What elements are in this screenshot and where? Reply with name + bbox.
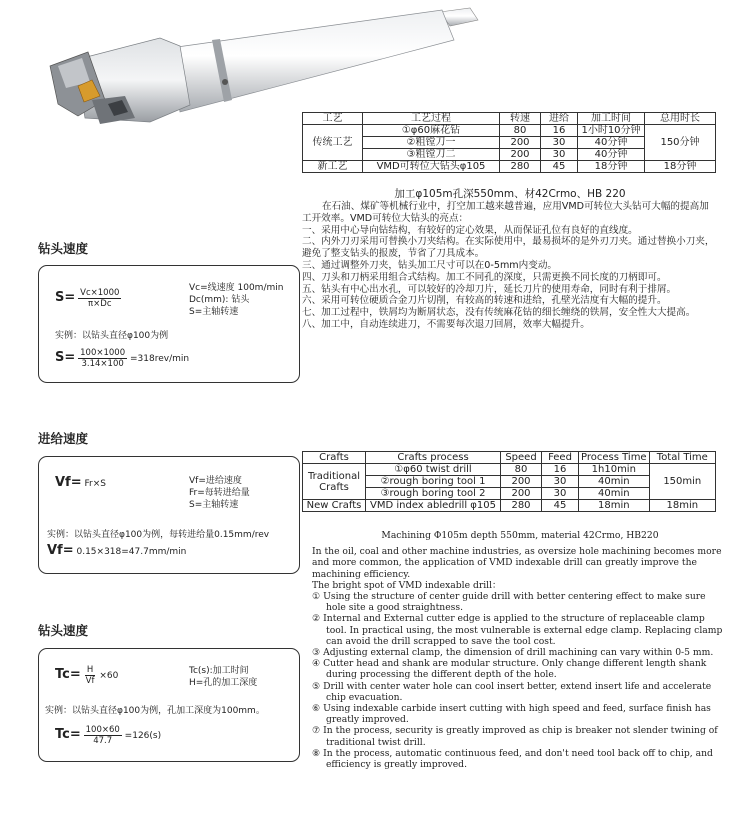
header-cell: 总用时长 (645, 113, 716, 125)
formula-lhs: S= (55, 350, 76, 365)
feed-speed-example-formula (47, 543, 186, 558)
cell: ③rough boring tool 2 (366, 488, 501, 500)
en-point: ⑤ Drill with center water hole can cool insert better, extend insert life and accelerate chip evacuation. (312, 680, 712, 703)
cn-heading: 加工φ105m孔深550mm、材42Crmo、HB 220 (394, 188, 626, 200)
cell: 200 (500, 137, 541, 149)
cell: 200 (500, 149, 541, 161)
header-cell: Feed (542, 452, 579, 464)
cell: 18min (579, 500, 650, 512)
feed-speed-definitions (189, 475, 250, 511)
cell: ①φ60麻花钻 (363, 125, 500, 137)
header-cell: Process Time (579, 452, 650, 464)
formula-fraction (84, 725, 122, 746)
formula-lhs: S= (55, 290, 76, 305)
fraction-denominator: 3.14×100 (81, 359, 124, 369)
cell: 30 (541, 137, 578, 149)
definition: Tc(s):加工时间 (189, 666, 249, 676)
cell: ②粗镗刀一 (363, 137, 500, 149)
feed-speed-box (38, 456, 300, 574)
formula-result: =126(s) (124, 731, 162, 741)
cell: New Crafts (303, 500, 366, 512)
cn-point: 五、钻头有中心出水孔，可以较好的冷却刀片，延长刀片的使用寿命，同时有利于排屑。 (302, 283, 677, 295)
header-cell: 工艺过程 (363, 113, 500, 125)
en-description (312, 530, 728, 770)
total-cell: 150min (649, 464, 715, 500)
formula-lhs: Vf= (55, 475, 82, 490)
cell: VMD可转位大钻头φ105 (363, 161, 500, 173)
table-header-row (303, 113, 716, 125)
definition: Fr=每转进给量 (189, 488, 250, 498)
cell: 40min (579, 476, 650, 488)
cell: 200 (501, 488, 542, 500)
definition: S=主轴转速 (189, 500, 239, 510)
comparison-table-en (302, 451, 716, 512)
cell: VMD index abledrill φ105 (366, 500, 501, 512)
example-text: 实例：以钻头直径φ100为例，每转进给量0.15mm/rev (47, 530, 270, 540)
cell: 45 (542, 500, 579, 512)
formula-tail: ×60 (99, 671, 119, 681)
cell: 45 (541, 161, 578, 173)
cell: 新工艺 (303, 161, 363, 173)
cn-point: 七、加工过程中，铁屑均为断屑状态，没有传统麻花钻的细长缠绕的铁屑，安全性大大提高。 (302, 307, 696, 319)
cell: 18分钟 (578, 161, 645, 173)
cell: 16 (541, 125, 578, 137)
time-definitions (189, 665, 257, 689)
definition: Dc(mm): 钻头 (189, 295, 250, 305)
table-header-row (303, 452, 716, 464)
time-box (38, 648, 300, 762)
group-cell: 传统工艺 (303, 125, 363, 161)
comparison-table-cn (302, 112, 716, 173)
header-cell: Crafts process (366, 452, 501, 464)
cell: 280 (501, 500, 542, 512)
table-row (303, 161, 716, 173)
section-title-feed-speed: 进给速度 (38, 431, 89, 446)
fraction-denominator: Vf (85, 676, 95, 686)
drill-speed-formula (55, 288, 121, 309)
example-text: 实例：以钻头直径φ100为例，孔加工深度为100mm。 (45, 706, 265, 716)
cell: 30 (542, 488, 579, 500)
definition: H=孔的加工深度 (189, 678, 258, 688)
cell: 200 (501, 476, 542, 488)
fraction-numerator: 100×1000 (80, 348, 126, 358)
formula-fraction (78, 348, 127, 369)
header-cell: Speed (501, 452, 542, 464)
en-intro: In the oil, coal and other machine industries, as oversize hole machining becomes more and more common, the application of VMD indexable drill can greatly improve the machining efficiency. (312, 546, 722, 580)
section-title-drill-speed: 钻头速度 (38, 241, 89, 256)
cell: 1小时10分钟 (578, 125, 645, 137)
header-cell: 工艺 (303, 113, 363, 125)
cn-point: 三、通过调整外刀夹，钻头加工尺寸可以在0-5mm内变动。 (302, 259, 558, 271)
cn-point: 八、加工中，自动连续进刀，不需要每次退刀回屑，效率大幅提升。 (302, 318, 590, 330)
example-text: 实例：以钻头直径φ100为例 (55, 331, 169, 341)
cell: ③粗镗刀二 (363, 149, 500, 161)
cell: ①φ60 twist drill (366, 464, 501, 476)
formula-rhs: Fr×S (84, 479, 106, 489)
cell: 1h10min (579, 464, 650, 476)
table-row (303, 500, 716, 512)
cell: 40min (579, 488, 650, 500)
cn-intro: 在石油、煤矿等机械行业中，打空加工越来越普遍，应用VMD可转位大头钻可大幅的提高加工开效率。VMD可转位大钻头的亮点： (302, 201, 709, 224)
time-example-formula (55, 725, 161, 746)
feed-speed-formula (55, 475, 106, 490)
en-point: ④ Cutter head and shank are modular structure. Only change different length shank during processing the different depth of the hole. (312, 658, 707, 681)
en-heading: Machining Φ105m depth 550mm, material 42Crmo, HB220 (381, 530, 659, 541)
en-point: ⑦ In the process, security is greatly improved as chip is breaker not slender twining of traditional twist drill. (312, 725, 718, 748)
cell: ②rough boring tool 1 (366, 476, 501, 488)
formula-rhs: 0.15×318=47.7mm/min (76, 547, 187, 557)
fraction-numerator: H (86, 665, 94, 675)
cn-point: 二、内外刀刃采用可替换小刀夹结构。在实际使用中，最易损坏的是外刃刀夹。通过替换小刀夹，避免了整支钻头的报废，节省了刀具成本。 (302, 236, 715, 260)
header-cell: 加工时间 (578, 113, 645, 125)
fraction-denominator: 47.7 (93, 736, 113, 746)
en-point: ① Using the structure of center guide drill with better centering effect to make sure hole site a good straightness. (312, 591, 706, 614)
cn-point: 六、采用可转位硬质合金刀片切削，有较高的转速和进给，孔壁光洁度有大幅的提升。 (302, 295, 667, 307)
en-point: ⑥ Using indexable carbide insert cutting with high speed and feed, surface finish has greatly improved. (312, 703, 711, 726)
cell: 280 (500, 161, 541, 173)
cell: 40分钟 (578, 137, 645, 149)
en-point: ② Internal and External cutter edge is applied to the structure of replaceable clamp tool. In practical using, the most vulnerable is external edge clamp. Replacing clamp can avoid the drill scrapped to save the tool cost. (312, 613, 723, 647)
formula-result: =318rev/min (130, 354, 190, 364)
header-cell: Crafts (303, 452, 366, 464)
cell: 80 (500, 125, 541, 137)
formula-fraction (78, 288, 121, 309)
drill-photo (30, 0, 490, 130)
en-point: ③ Adjusting external clamp, the dimension of drill machining can vary within 0-5 mm. (312, 647, 714, 659)
definition: Vc=线速度 100m/min (189, 283, 284, 293)
cn-point: 一、采用中心导向钻结构，有较好的定心效果，从而保证孔位有良好的直线度。 (302, 224, 638, 236)
header-cell: 进给 (541, 113, 578, 125)
group-cell: Traditional Crafts (303, 464, 366, 500)
cell: 40分钟 (578, 149, 645, 161)
header-cell: 转速 (500, 113, 541, 125)
cn-description (302, 187, 718, 331)
total-cell: 150分钟 (645, 125, 716, 161)
formula-lhs: Tc= (55, 727, 81, 742)
cell: 80 (501, 464, 542, 476)
en-bright: The bright spot of VMD indexable drill： (312, 579, 502, 591)
formula-lhs: Vf= (47, 543, 74, 558)
fraction-denominator: π×Dc (88, 299, 112, 309)
definition: Vf=进给速度 (189, 476, 242, 486)
header-cell: Total Time (649, 452, 715, 464)
drill-speed-example-formula (55, 348, 189, 369)
formula-lhs: Tc= (55, 667, 81, 682)
section-title-time: 钻头速度 (38, 623, 89, 638)
drill-speed-box (38, 265, 300, 383)
definition: S=主轴转速 (189, 307, 239, 317)
en-point: ⑧ In the process, automatic continuous feed, and don't need tool back off to chip, and efficiency is greatly improved. (312, 747, 713, 771)
time-formula (55, 665, 118, 686)
cn-point: 四、刀头和刀柄采用组合式结构。加工不同孔的深度，只需更换不同长度的刀柄即可。 (302, 271, 667, 283)
fraction-numerator: 100×60 (85, 725, 120, 735)
drill-speed-definitions (189, 282, 283, 318)
cell: 16 (542, 464, 579, 476)
table-row (303, 464, 716, 476)
formula-fraction (84, 665, 97, 686)
cell: 30 (542, 476, 579, 488)
cell: 18min (649, 500, 715, 512)
cell: 18分钟 (645, 161, 716, 173)
cell: 30 (541, 149, 578, 161)
fraction-numerator: Vc×1000 (80, 288, 120, 298)
table-row (303, 125, 716, 137)
